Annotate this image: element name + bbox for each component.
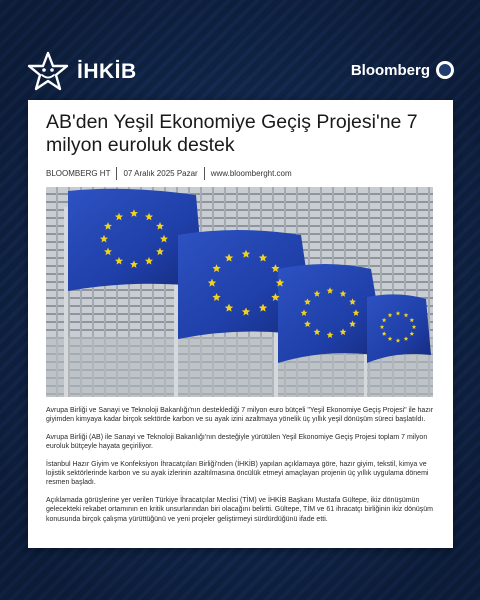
article-paragraph: Avrupa Birliği (AB) ile Sanayi ve Teknoloji Bakanlığı'nın desteğiyle yürütülen Yeşil Ekonomiye Geçiş Projesi toplam 7 milyon euroluk bütçeyle hayata geçiriliyor.	[46, 433, 428, 451]
star-logo-icon	[27, 51, 69, 93]
article-source: BLOOMBERG HT	[46, 168, 111, 178]
meta-divider	[204, 167, 205, 180]
brand-right-name: Bloomberg	[350, 61, 430, 79]
header-bar	[0, 0, 480, 100]
bloomberg-logo	[351, 61, 454, 79]
article-date: 07 Aralık 2025 Pazar	[123, 168, 198, 178]
hero-image-eu-flags	[46, 187, 433, 397]
article-paragraph: İstanbul Hazır Giyim ve Konfeksiyon İhracatçıları Birliği'nden (İHKİB) yapılan açıklamaya göre, hazır giyim, tekstil, kimya ve lojistik sektörlerinde karbon ve su ayak izlerinin azaltılmasına öncülük etmeyi amaçlayan projenin üç yıllık uygulama dönemi resmen başladı.	[46, 460, 429, 487]
article-meta	[46, 166, 292, 180]
ihkib-logo	[27, 51, 137, 93]
eu-flags-illustration	[46, 187, 433, 397]
meta-divider	[116, 167, 117, 180]
article-paragraph: Avrupa Birliği ve Sanayi ve Teknoloji Bakanlığı'nın desteklediği 7 milyon euro bütçeli "Yeşil Ekonomiye Geçiş Projesi" ile hazır giyimden kimyaya kadar birçok sektörde karbon ve su ayak izini azaltmaya yönelik üç yıllık yeşil dönüşüm süreci başlatıldı.	[46, 407, 434, 424]
article-headline: AB'den Yeşil Ekonomiye Geçiş Projesi'ne 7 milyon euroluk destek	[46, 111, 418, 156]
bloomberg-badge-icon	[436, 61, 454, 79]
brand-left-name: İHKİB	[77, 60, 137, 83]
article-card	[28, 100, 453, 548]
article-url: www.bloomberght.com	[210, 168, 292, 178]
article-body	[46, 406, 434, 532]
article-paragraph: Açıklamada görüşlerine yer verilen Türkiye İhracatçılar Meclisi (TİM) ve İHKİB Başkanı Mustafa Gültepe, ikiz dönüşümün gelecekteki rekabet ortamının en kritik unsurlarından biri olacağını belirtti. Gültepe, TİM ve 61 ihracatçı birliğinin ikiz dönüşüm konusunda birçok çalışma yürüttüğünü ve yeni projeler geliştirmeyi sürdürdüğünü ifade etti.	[46, 496, 434, 523]
